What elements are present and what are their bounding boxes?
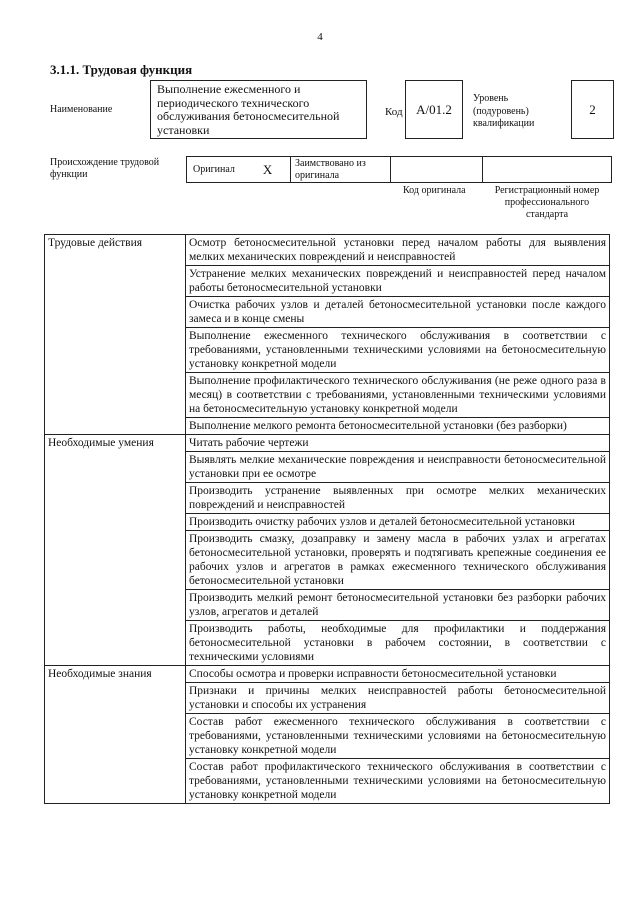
table-row — [45, 435, 610, 452]
original-mark: X — [262, 161, 273, 177]
function-code-box: А/01.2 — [405, 80, 463, 139]
name-label: Наименование — [50, 104, 113, 115]
section-heading: Необходимые знания — [45, 666, 186, 804]
table-cell: Осмотр бетоносмесительной установки перед началом работы для выявления мелких механических повреждений и неисправностей — [186, 235, 610, 266]
function-table — [44, 234, 610, 804]
table-cell: Выполнение ежесменного технического обслуживания в соответствии с требованиями, установленными техническими условиями на бетоносмесительную установку конкретной модели — [186, 328, 610, 373]
table-cell: Производить устранение выявленных при осмотре мелких механических повреждений и неисправностей — [186, 483, 610, 514]
table-cell: Выполнение профилактического технического обслуживания (не реже одного раза в месяц) в соответствии с требованиями, установленными техническими условиями на бетоносмесительную установку конкретной модели — [186, 373, 610, 418]
table-cell: Выявлять мелкие механические повреждения и неисправности бетоносмесительной установки при ее осмотре — [186, 452, 610, 483]
table-cell: Устранение мелких механических повреждений и неисправностей перед началом работы бетоносмесительной установки — [186, 266, 610, 297]
code-original-label: Код оригинала — [403, 185, 466, 196]
page-number: 4 — [317, 31, 323, 43]
table-cell: Способы осмотра и проверки исправности бетоносмесительной установки — [186, 666, 610, 683]
original-cell — [186, 157, 290, 182]
section-title: 3.1.1. Трудовая функция — [50, 62, 193, 77]
borrowed-cell: Заимствовано из оригинала — [290, 157, 390, 182]
function-name-box: Выполнение ежесменного и периодического технического обслуживания бетоносмесительной установки — [150, 80, 367, 139]
table-cell: Состав работ ежесменного технического обслуживания в соответствии с требованиями, установленными техническими условиями на бетоносмесительную установку конкретной модели — [186, 714, 610, 759]
table-cell: Выполнение мелкого ремонта бетоносмесительной установки (без разборки) — [186, 418, 610, 435]
section-heading: Необходимые умения — [45, 435, 186, 666]
origin-row — [186, 156, 612, 183]
section-heading: Трудовые действия — [45, 235, 186, 435]
reg-number-label: Регистрационный номер профессионального стандарта — [494, 185, 600, 220]
table-row — [45, 666, 610, 683]
code-original-cell — [390, 157, 482, 182]
qualification-level-box: 2 — [571, 80, 614, 139]
table-cell: Производить смазку, дозаправку и замену масла в рабочих узлах и агрегатах бетоносмесительной установки, проверять и подтягивать крепежные соединения ее рабочих узлов и агрегатов в рамках ежесменного технического обслуживания бетоносмесительной установки — [186, 531, 610, 590]
table-row — [45, 235, 610, 266]
table-cell: Производить работы, необходимые для профилактики и поддержания бетоносмесительной установки в рабочем состоянии, в соответствии с техническими условиями — [186, 621, 610, 666]
table-cell: Производить мелкий ремонт бетоносмесительной установки без разборки рабочих узлов, агрегатов и деталей — [186, 590, 610, 621]
table-cell: Очистка рабочих узлов и деталей бетоносмесительной установки после каждого замеса и в конце смены — [186, 297, 610, 328]
level-label: Уровень (подуровень) квалификации — [473, 93, 535, 129]
table-cell: Читать рабочие чертежи — [186, 435, 610, 452]
table-cell: Производить очистку рабочих узлов и деталей бетоносмесительной установки — [186, 514, 610, 531]
table-cell: Признаки и причины мелких неисправностей работы бетоносмесительной установки и способы их устранения — [186, 683, 610, 714]
code-label: Код — [385, 106, 403, 118]
origin-label: Происхождение трудовой функции — [50, 157, 160, 180]
reg-number-cell — [482, 157, 612, 182]
table-cell: Состав работ профилактического технического обслуживания в соответствии с требованиями, установленными техническими условиями на бетоносмесительную установку конкретной модели — [186, 759, 610, 804]
original-label: Оригинал — [193, 163, 235, 175]
